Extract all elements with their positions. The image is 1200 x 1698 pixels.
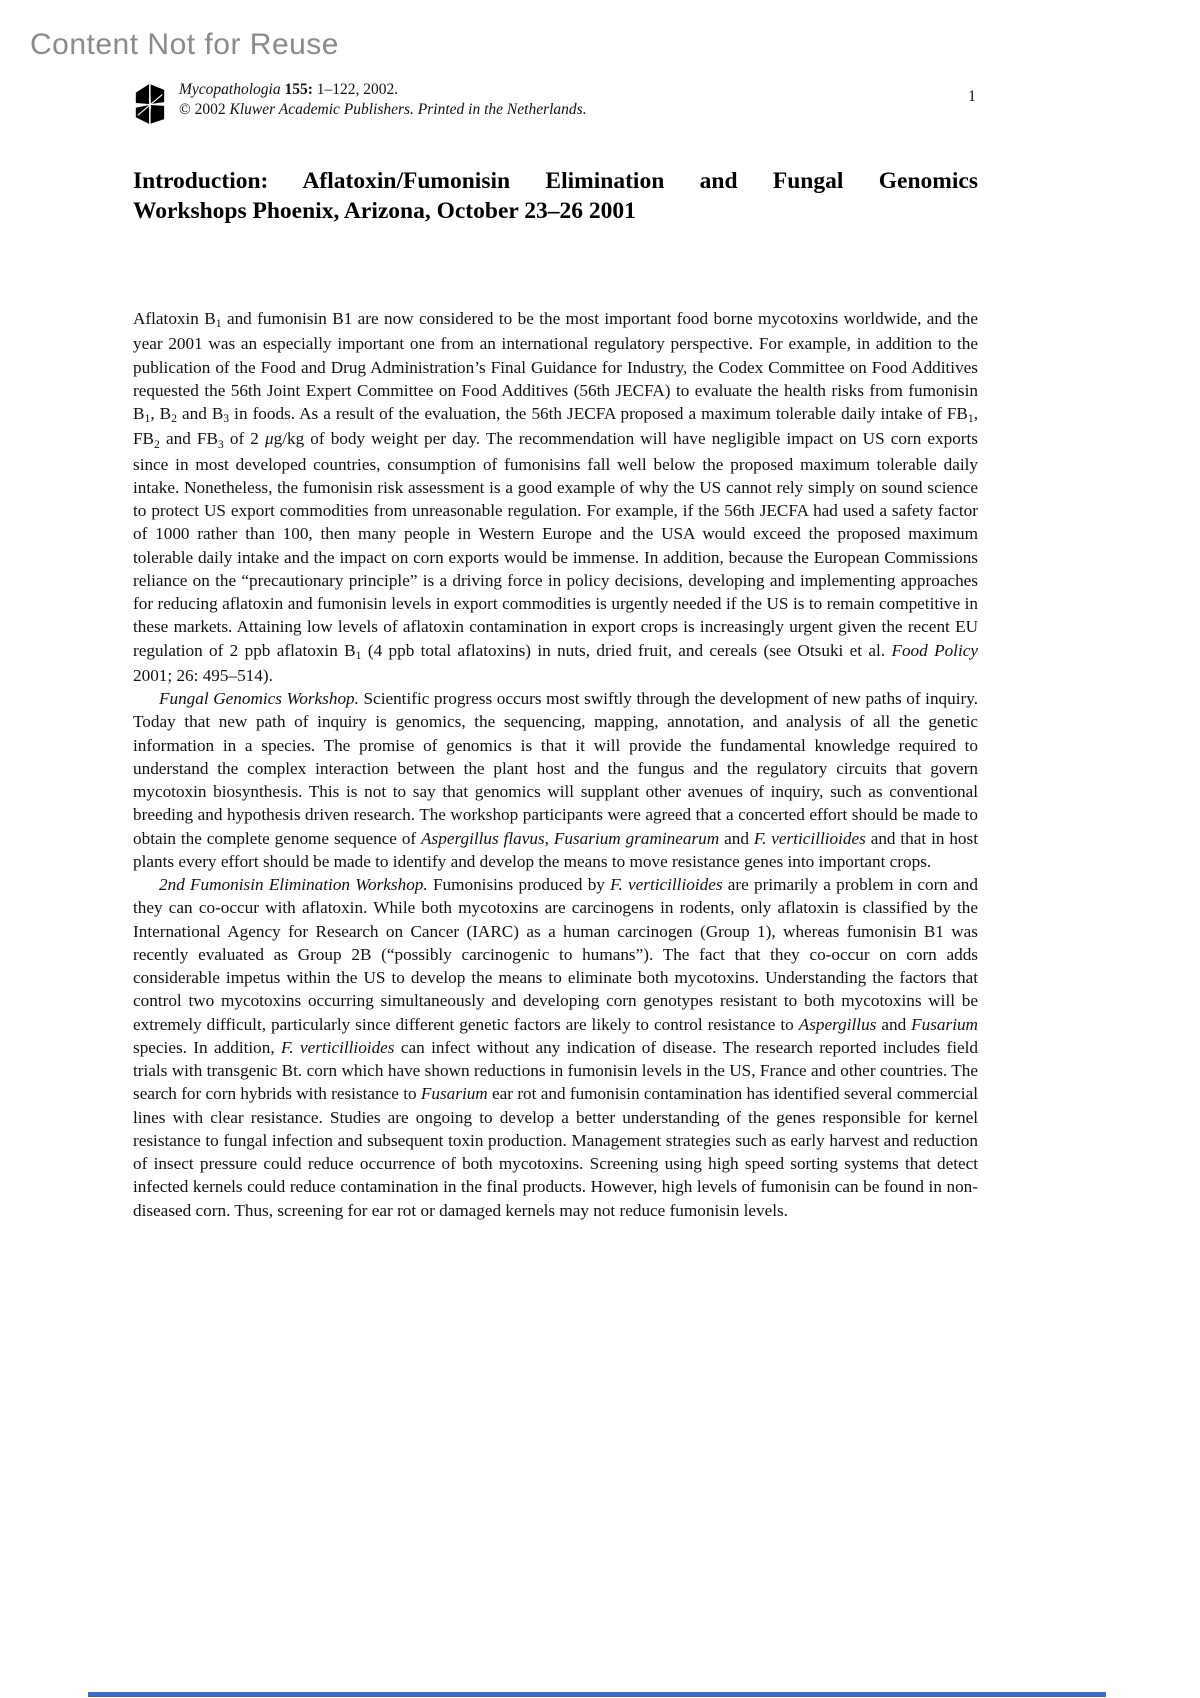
article-title-line2: Workshops Phoenix, Arizona, October 23–26 2001 xyxy=(133,198,636,224)
article-body xyxy=(133,307,978,1222)
journal-line: Mycopathologia 155: 1–122, 2002. xyxy=(179,81,399,98)
paragraph-intro: Aflatoxin B1 and fumonisin B1 are now considered to be the most important food borne mycotoxins worldwide, and the year 2001 was an especially important one from an international regulatory perspective. For example, in addition to the publication of the Food and Drug Administration’s Final Guidance for Industry, the Codex Committee on Food Additives requested the 56th Joint Expert Committee on Food Additives (56th JECFA) to evaluate the health risks from fumonisin B1, B2 and B3 in foods. As a result of the evaluation, the 56th JECFA proposed a maximum tolerable daily intake of FB1, FB2 and FB3 of 2 μg/kg of body weight per day. The recommendation will have negligible impact on US corn exports since in most developed countries, consumption of fumonisins fall well below the proposed maximum tolerable daily intake. Nonetheless, the fumonisin risk assessment is a good example of why the US cannot rely simply on sound science to protect US export commodities from unreasonable regulation. For example, if the 56th JECFA had used a safety factor of 1000 rather than 100, then many people in Western Europe and the USA would exceed the proposed maximum tolerable daily intake and the impact on corn exports would be immense. In addition, because the European Commissions reliance on the “precautionary principle” is a driving force in policy decisions, developing and implementing approaches for reducing aflatoxin and fumonisin levels in export commodities is urgently needed if the US is to remain competitive in these markets. Attaining low levels of aflatoxin contamination in export crops is increasingly urgent given the recent EU regulation of 2 ppb aflatoxin B1 (4 ppb total aflatoxins) in nuts, dried fruit, and cereals (see Otsuki et al. Food Policy 2001; 26: 495–514). xyxy=(133,309,978,685)
kluwer-logo-icon xyxy=(133,82,167,126)
bottom-accent-bar xyxy=(88,1692,1106,1697)
copyright-line: © 2002 Kluwer Academic Publishers. Printed in the Netherlands. xyxy=(179,101,587,118)
article-title xyxy=(133,166,978,226)
watermark-text: Content Not for Reuse xyxy=(30,28,339,61)
article-title-line1: Introduction: Aflatoxin/Fumonisin Elimination and Fungal Genomics xyxy=(133,168,978,194)
paragraph-fungal-genomics-workshop: Fungal Genomics Workshop. Scientific progress occurs most swiftly through the development of new paths of inquiry. Today that new path of inquiry is genomics, the sequencing, mapping, annotation, and analysis of all the genetic information in a species. The promise of genomics is that it will provide the fundamental knowledge required to understand the complex interaction between the plant host and the fungus and the regulatory circuits that govern mycotoxin biosynthesis. This is not to say that genomics will supplant other avenues of inquiry, such as conventional breeding and hypothesis driven research. The workshop participants were agreed that a concerted effort should be made to obtain the complete genome sequence of Aspergillus flavus, Fusarium graminearum and F. verticillioides and that in host plants every effort should be made to identify and develop the means to move resistance genes into important crops. xyxy=(133,689,978,871)
journal-info xyxy=(179,80,587,120)
paragraph-fumonisin-elimination-workshop: 2nd Fumonisin Elimination Workshop. Fumonisins produced by F. verticillioides are primarily a problem in corn and they can co-occur with aflatoxin. While both mycotoxins are carcinogens in rodents, only aflatoxin is classified by the International Agency for Research on Cancer (IARC) as a human carcinogen (Group 1), whereas fumonisin B1 was recently evaluated as Group 2B (“possibly carcinogenic to humans”). The fact that they co-occur on corn adds considerable impetus within the US to develop the means to eliminate both mycotoxins. Understanding the factors that control two mycotoxins occurring simultaneously and developing corn genotypes resistant to both mycotoxins will be extremely difficult, particularly since different genetic factors are likely to control resistance to Aspergillus and Fusarium species. In addition, F. verticillioides can infect without any indication of disease. The research reported includes field trials with transgenic Bt. corn which have shown reductions in fumonisin levels in the US, France and other countries. The search for corn hybrids with resistance to Fusarium ear rot and fumonisin contamination has identified several commercial lines with clear resistance. Studies are ongoing to develop a better understanding of the genes responsible for kernel resistance to fungal infection and subsequent toxin production. Management strategies such as early harvest and reduction of insect pressure could reduce occurrence of both mycotoxins. Screening using high speed sorting systems that detect infected kernels could reduce contamination in the final products. However, high levels of fumonisin can be found in non-diseased corn. Thus, screening for ear rot or damaged kernels may not reduce fumonisin levels. xyxy=(133,875,979,1220)
page-number: 1 xyxy=(968,88,976,105)
